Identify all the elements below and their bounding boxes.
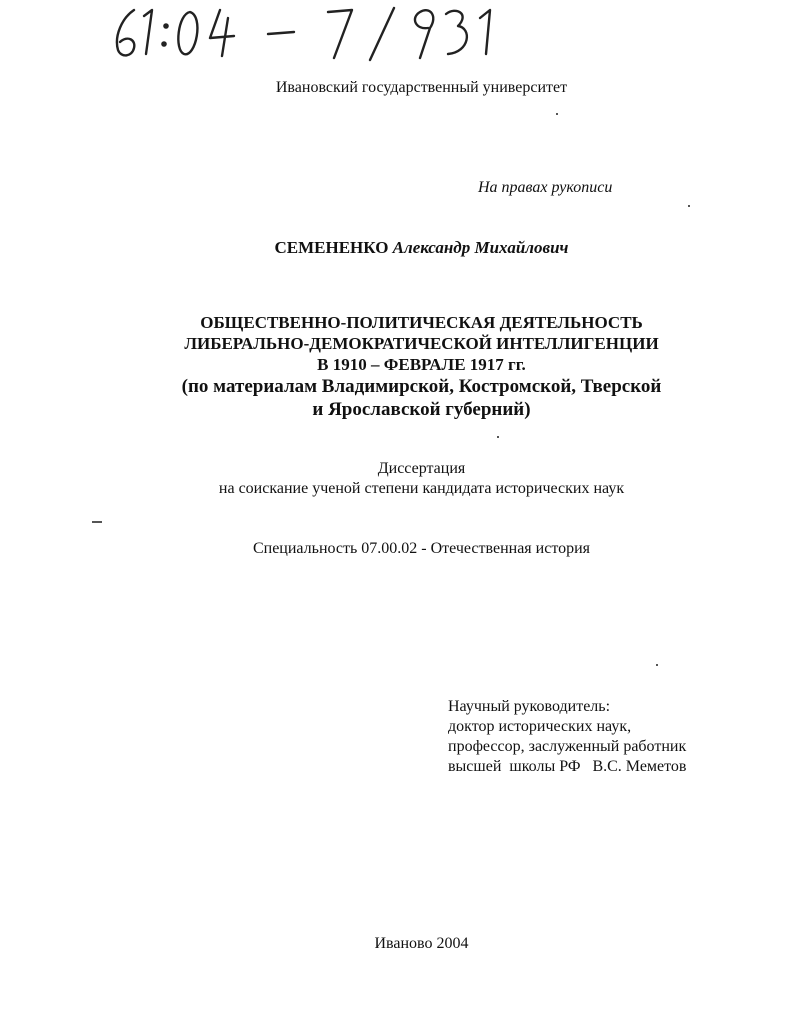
title-line: ОБЩЕСТВЕННО-ПОЛИТИЧЕСКАЯ ДЕЯТЕЛЬНОСТЬ [200, 313, 643, 332]
advisor-line: доктор исторических наук, [448, 718, 632, 735]
title-line: ЛИБЕРАЛЬНО-ДЕМОКРАТИЧЕСКОЙ ИНТЕЛЛИГЕНЦИИ [184, 334, 659, 353]
university-name: Ивановский государственный университет [275, 79, 568, 96]
dissertation-title [24, 312, 795, 421]
scan-speck [556, 113, 558, 115]
author-given-names: Александр Михайлович [392, 238, 569, 257]
author-surname: СЕМЕНЕНКО [274, 238, 389, 257]
advisor-line: Научный руководитель: [448, 698, 611, 715]
degree-label: на соискание ученой степени кандидата исторических наук [218, 480, 625, 497]
scientific-advisor [448, 697, 686, 777]
scan-speck [656, 664, 658, 666]
advisor-line: профессор, заслуженный работник [448, 738, 687, 755]
dissertation-label: Диссертация [377, 460, 466, 477]
specialty: Специальность 07.00.02 - Отечественная история [252, 540, 591, 557]
title-line: В 1910 – ФЕВРАЛЕ 1917 гг. [317, 355, 526, 374]
dissertation-type [24, 459, 795, 499]
advisor-line: высшей школы РФ В.С. Меметов [448, 758, 687, 775]
author-name [24, 238, 795, 258]
scan-speck [497, 436, 499, 438]
handwritten-number-drawing [108, 2, 508, 62]
handwritten-catalog-number [108, 2, 508, 62]
subtitle-line: и Ярославской губерний) [312, 399, 531, 420]
scan-speck [688, 205, 690, 207]
city-year: Иваново 2004 [374, 935, 469, 952]
subtitle-line: (по материалам Владимирской, Костромской, Тверской [181, 376, 662, 397]
rights-note: На правах рукописи [478, 179, 613, 196]
scan-speck [92, 521, 102, 523]
